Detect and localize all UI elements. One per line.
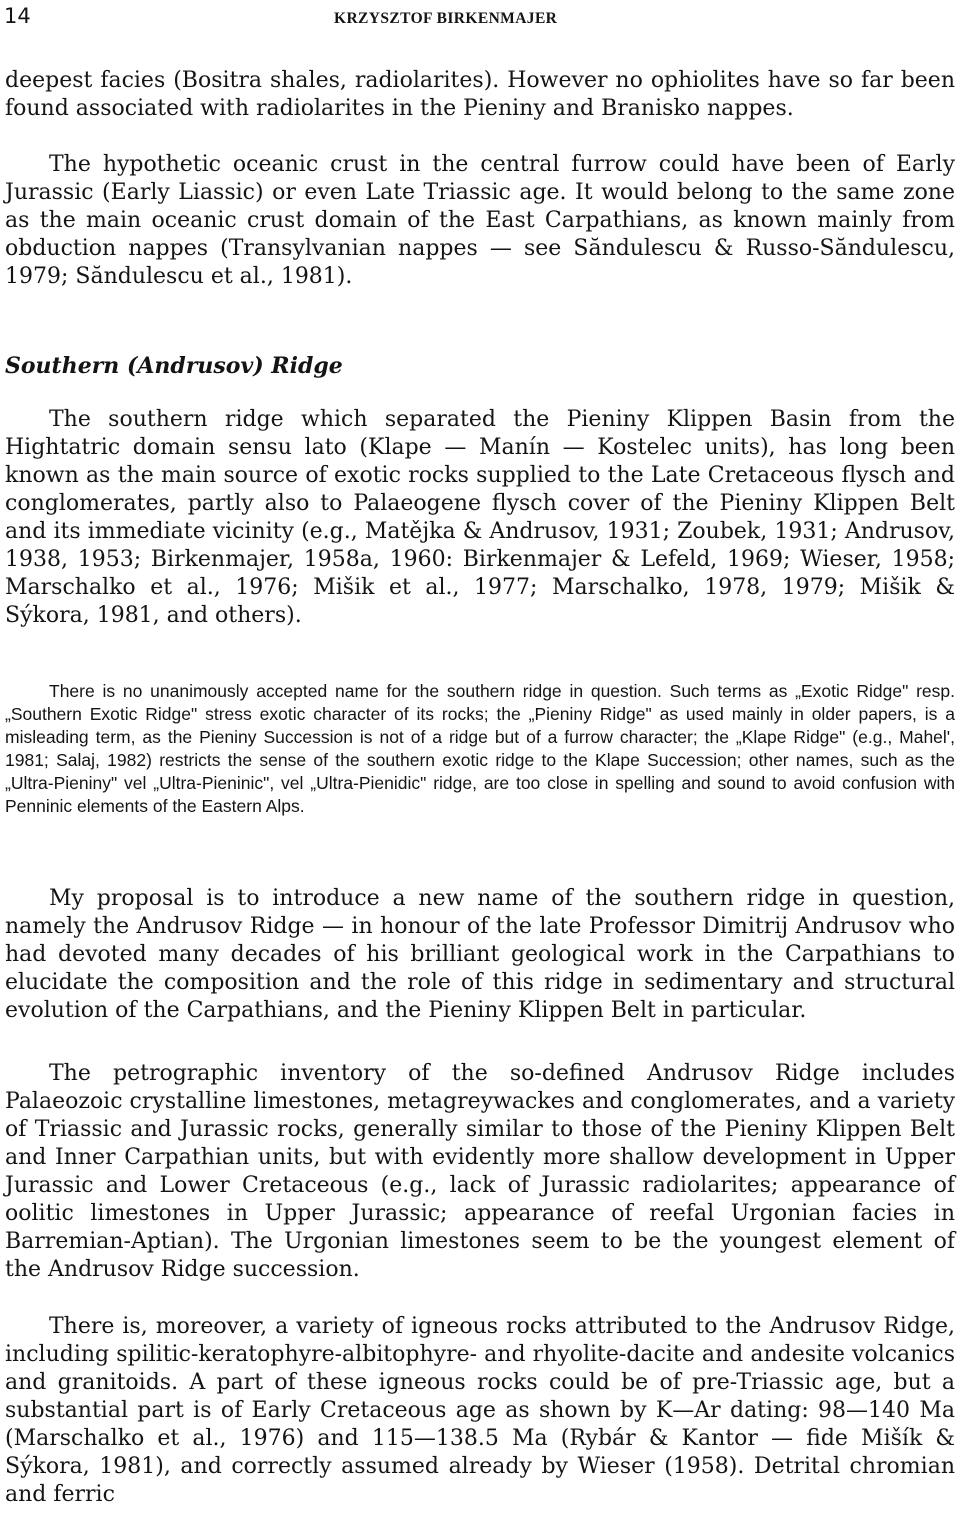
- paragraph-2: The hypothetic oceanic crust in the central furrow could have been of Early Jurassic (Early Liassic) or even Late Triassic age. It would belong to the same zone as the main oceanic crust domain of the East Carpathians, as known mainly from obduction nappes (Transylvanian nappes — see Săndulescu & Russo-Săndulescu, 1979; Săndulescu et al., 1981).: [5, 152, 955, 289]
- section-heading: Southern (Andrusov) Ridge: [5, 353, 343, 379]
- paragraph-3: The southern ridge which separated the Pieniny Klippen Basin from the Hightatric domain sensu lato (Klape — Manín — Kostelec units), has long been known as the main source of exotic rocks supplied to the Late Cretaceous flysch and conglomerates, partly also to Palaeogene flysch cover of the Pieniny Klippen Belt and its immediate vicinity (e.g., Matějka & Andrusov, 1931; Zoubek, 1931; Andrusov, 1938, 1953; Birkenmajer, 1958a, 1960: Birkenmajer & Lefeld, 1969; Wieser, 1958; Marschalko et al., 1976; Mišik et al., 1977; Marschalko, 1978, 1979; Mišik & Sýkora, 1981, and others).: [5, 407, 955, 628]
- terminology-note: There is no unanimously accepted name for the southern ridge in question. Such terms as „Exotic Ridge" resp. „Southern Exotic Ridge" stress exotic character of its rocks; the „Pieniny Ridge" as used mainly in older papers, is a misleading term, as the Pieniny Succession is not of a ridge but of a furrow character; the „Klape Ridge" (e.g., Mahel', 1981; Salaj, 1982) restricts the sense of the southern exotic ridge to the Klape Succession; other names, such as the „Ultra-Pieniny" vel „Ultra-Pieninic", vel „Ultra-Pienidic" ridge, are too close in spelling and sound to avoid confusion with Penninic elements of the Eastern Alps.: [5, 681, 955, 816]
- paragraph-6: There is, moreover, a variety of igneous rocks attributed to the Andrusov Ridge, including spilitic-keratophyre-albitophyre- and rhyolite-dacite and andesite volcanics and granitoids. A part of these igneous rocks could be of pre-Triassic age, but a substantial part is of Early Cretaceous age as shown by K—Ar dating: 98—140 Ma (Marschalko et al., 1976) and 115—138.5 Ma (Rybár & Kantor — fide Mišík & Sýkora, 1981), and correctly assumed already by Wieser (1958). Detrital chromian and ferric: [5, 1314, 955, 1507]
- running-head: KRZYSZTOF BIRKENMAJER: [334, 10, 558, 27]
- paragraph-5: The petrographic inventory of the so-defined Andrusov Ridge includes Palaeozoic crystalline limestones, metagreywackes and conglomerates, and a variety of Triassic and Jurassic rocks, generally similar to those of the Pieniny Klippen Belt and Inner Carpathian units, but with evidently more shallow development in Upper Jurassic and Lower Cretaceous (e.g., lack of Jurassic radiolarites; appearance of oolitic limestones in Upper Jurassic; appearance of reefal Urgonian facies in Barremian-Aptian). The Urgonian limestones seem to be the youngest element of the Andrusov Ridge succession.: [5, 1061, 955, 1282]
- paragraph-1: deepest facies (Bositra shales, radiolarites). However no ophiolites have so far been found associated with radiolarites in the Pieniny and Branisko nappes.: [5, 68, 955, 121]
- page-number: 14: [4, 4, 31, 28]
- page-header: [4, 4, 956, 32]
- paragraph-4: My proposal is to introduce a new name of the southern ridge in question, namely the Andrusov Ridge — in honour of the late Professor Dimitrij Andrusov who had devoted many decades of his brilliant geological work in the Carpathians to elucidate the composition and the role of this ridge in sedimentary and structural evolution of the Carpathians, and the Pieniny Klippen Belt in particular.: [5, 886, 955, 1023]
